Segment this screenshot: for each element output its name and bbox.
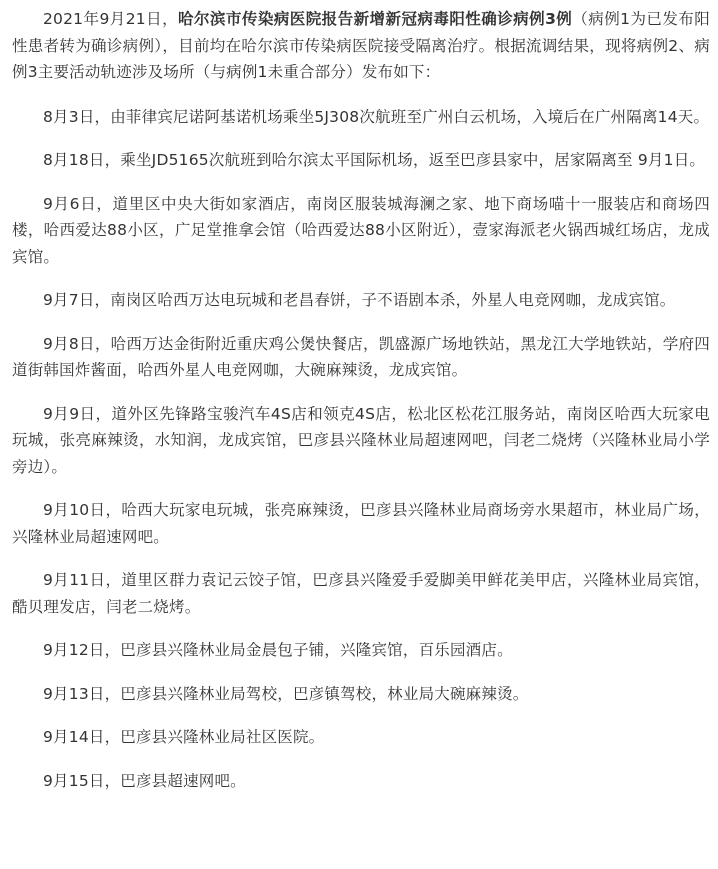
itinerary-entry-sep-9: 9月9日，道外区先锋路宝骏汽车4S店和领克4S店，松北区松花江服务站，南岗区哈西大玩家电玩城，张亮麻辣烫，水知润，龙成宾馆，巴彦县兴隆林业局超速网吧，闫老二烧烤（兴隆林业局小学旁边）。 [12, 404, 710, 476]
itinerary-entry-sep-10: 9月10日，哈西大玩家电玩城，张亮麻辣烫，巴彦县兴隆林业局商场旁水果超市，林业局广场，兴隆林业局超速网吧。 [12, 501, 710, 546]
intro-text: （病例1为已发布阳性患者转为确诊病例），目前均在哈尔滨市传染病医院接受隔离治疗。根据流调结果，现将病例2、病例3主要活动轨迹涉及场所（与病例1未重合部分）发布如下： [12, 10, 711, 81]
itinerary-entry-sep-7: 9月7日，南岗区哈西万达电玩城和老昌春饼，子不语剧本杀，外星人电竞网咖，龙成宾馆。 [43, 291, 676, 309]
itinerary-entry-sep-12: 9月12日，巴彦县兴隆林业局金晨包子铺，兴隆宾馆，百乐园酒店。 [43, 641, 513, 659]
itinerary-entry-sep-13: 9月13日，巴彦县兴隆林业局驾校，巴彦镇驾校，林业局大碗麻辣烫。 [43, 684, 529, 703]
itinerary-entry-sep-8: 9月8日，哈西万达金街附近重庆鸡公煲快餐店，凯盛源广场地铁站，黑龙江大学地铁站，学府四道街韩国炸酱面，哈西外星人电竞网咖，大碗麻辣烫，龙成宾馆。 [12, 334, 710, 379]
itinerary-entry-sep-14: 9月14日，巴彦县兴隆林业局社区医院。 [43, 728, 325, 746]
intro-paragraph [12, 6, 710, 86]
itinerary-entry-aug-18: 8月18日，乘坐JD5165次航班到哈尔滨太平国际机场，返至巴彦县家中，居家隔离至 9月1日。 [43, 151, 706, 169]
itinerary-entry-sep-11: 9月11日，道里区群力袁记云饺子馆，巴彦县兴隆爱手爱脚美甲鲜花美甲店，兴隆林业局宾馆，酷贝理发店，闫老二烧烤。 [12, 571, 710, 616]
itinerary-entry-sep-15: 9月15日，巴彦县超速网吧。 [43, 771, 246, 790]
intro-headline: 哈尔滨市传染病医院报告新增新冠病毒阳性确诊病例3例 [178, 10, 573, 28]
itinerary-entry-aug-3: 8月3日，由菲律宾尼诺阿基诺机场乘坐5J308次航班至广州白云机场，入境后在广州隔离14天。 [43, 107, 710, 126]
itinerary-entry-sep-6: 9月6日，道里区中央大街如家酒店，南岗区服装城海澜之家、地下商场喵十一服装店和商场四楼，哈西爱达88小区，广足堂推拿会馆（哈西爱达88小区附近），壹家海派老火锅西城红场店，龙成宾馆。 [12, 194, 710, 266]
intro-date: 2021年9月21日， [43, 10, 179, 28]
